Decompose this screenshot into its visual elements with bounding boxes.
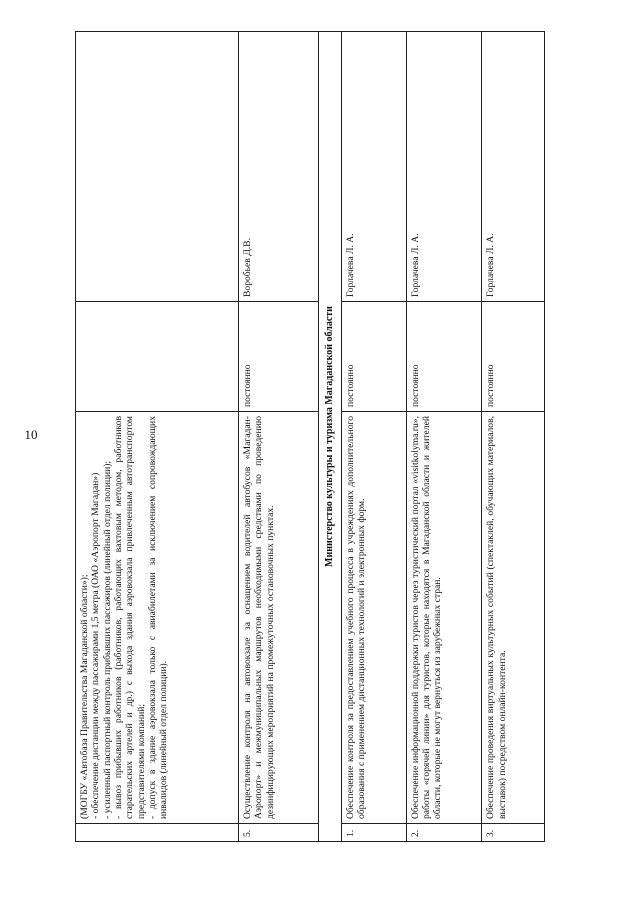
measure-text-cell: Осуществление контроля на автовокзале за оснащением водителей автобусов «Магадан-Аэропорт» и межмуниципальных маршрутов необходимыми средствами по проведению дезинфицирующих мероприятий на промежуточных остановочных пунктах. xyxy=(239,412,319,824)
text-line: - усиленный паспортный контроль прибывших пассажиров (линейный отдел полиции); xyxy=(101,460,113,819)
table-row xyxy=(239,32,319,842)
table-row xyxy=(482,32,545,842)
term-cell: постоянно xyxy=(406,302,482,412)
section-heading: Министерство культуры и туризма Магаданской области xyxy=(319,32,341,842)
responsible-cell: Воробьев Д.В. xyxy=(239,32,319,302)
num-cell: 1. xyxy=(341,824,406,842)
measure-text-cell: Обеспечение контроля за предоставлением учебного процесса в учреждениях дополнительного образования с применением дистанционных технологий и электронных форм. xyxy=(341,412,406,824)
num-cell xyxy=(76,824,239,842)
responsible-cell xyxy=(76,32,239,302)
term-cell xyxy=(76,302,239,412)
term-cell: постоянно xyxy=(341,302,406,412)
num-cell: 3. xyxy=(482,824,545,842)
measure-text-cell: Обеспечение информационной поддержки туристов через туристический портал «visitkolyma.ru», работы «горячей линии» для туристов, которые находятся в Магаданской области и жителей области, которые не могут вернуться из зарубежных стран. xyxy=(406,412,482,824)
responsible-cell: Горлачева Л. А. xyxy=(406,32,482,302)
rotated-table-sheet xyxy=(75,32,545,842)
table-row xyxy=(341,32,406,842)
measures-table xyxy=(75,31,545,842)
responsible-cell: Горлачева Л. А. xyxy=(341,32,406,302)
text-line: - вывоз прибывших работников (работников, работающих вахтовым методом, работников старательских артелей и др.) с выхода здания аэровокзала привлеченным автотранспортом представителями компаний; xyxy=(112,416,147,819)
page-number: 10 xyxy=(24,427,38,442)
term-cell: постоянно xyxy=(482,302,545,412)
text-line: - обеспечение дистанции между пассажирами 1,5 метра (ОАО «Аэропорт Магадан») xyxy=(90,472,102,819)
term-cell: постоянно xyxy=(239,302,319,412)
num-cell: 5. xyxy=(239,824,319,842)
responsible-cell: Горлачева Л. А. xyxy=(482,32,545,302)
num-cell: 2. xyxy=(406,824,482,842)
measure-text-cell: Обеспечение проведения виртуальных культурных событий (спектаклей, обучающих материалов, выставок) посредством онлайн-контента. xyxy=(482,412,545,824)
text-line: - допуск в здание аэровокзала только с авиабилетами за исключением сопровождающих инвалидов (линейный отдел полиции). xyxy=(146,416,170,819)
table-row-continuation xyxy=(76,32,239,842)
measure-text-cell xyxy=(76,412,239,824)
section-heading-row xyxy=(319,32,341,842)
table-row xyxy=(406,32,482,842)
text-line: (МОГБУ «Автобаза Правительства Магаданской области»); xyxy=(79,574,90,819)
